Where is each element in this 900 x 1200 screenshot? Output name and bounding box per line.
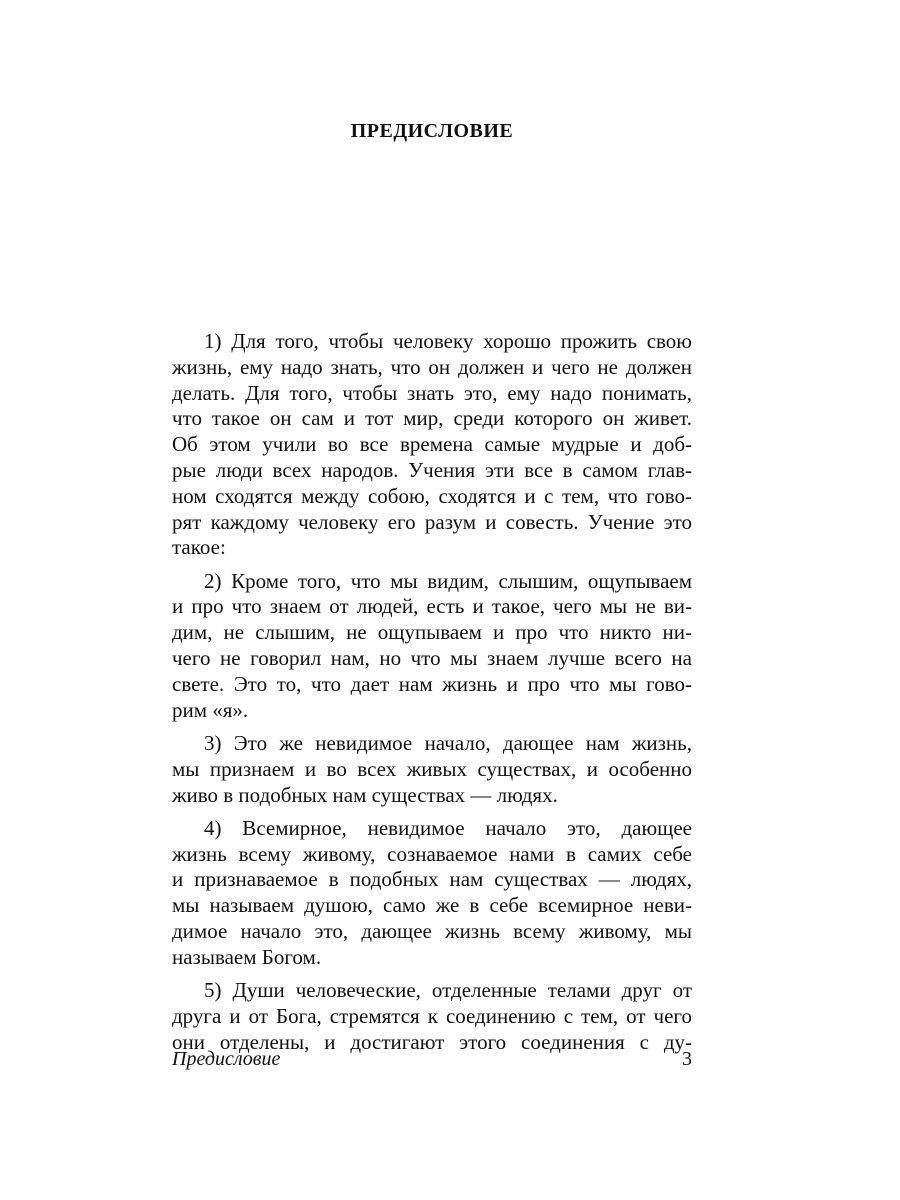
- text-line: что такое он сам и тот мир, среди которого он живет.: [172, 406, 692, 431]
- paragraph-2: [172, 569, 692, 724]
- text-line: жизнь, ему надо знать, что он должен и чего не должен: [172, 354, 692, 379]
- text-line: и про что знаем от людей, есть и такое, чего мы не ви-: [172, 594, 692, 619]
- text-line: мы называем душою, само же в себе всемирное неви-: [172, 893, 692, 918]
- text-line: друга и от Бога, стремятся к соединению с тем, от чего: [172, 1003, 692, 1028]
- text-line: 2) Кроме того, что мы видим, слышим, ощупываем: [204, 568, 692, 593]
- paragraph-1: [172, 329, 692, 561]
- paragraph-5: [172, 978, 692, 1055]
- text-line: дим, не слышим, не ощупываем и про что никто ни-: [172, 620, 692, 645]
- text-line: и признаваемое в подобных нам существах — людях,: [172, 867, 692, 892]
- text-line: рые люди всех народов. Учения эти все в самом глав-: [172, 457, 692, 482]
- text-line: рим «я».: [172, 697, 249, 722]
- text-line: Об этом учили во все времена самые мудрые и доб-: [172, 432, 692, 457]
- text-line: жизнь всему живому, сознаваемое нами в самих себе: [172, 841, 692, 866]
- paragraph-4: [172, 816, 692, 971]
- text-line: называем Богом.: [172, 944, 322, 969]
- text-line: делать. Для того, чтобы знать это, ему надо понимать,: [172, 380, 692, 405]
- text-line: 5) Души человеческие, отделенные телами друг от: [204, 978, 692, 1003]
- text-line: мы признаем и во всех живых существах, и особенно: [172, 756, 692, 781]
- text-line: 4) Всемирное, невидимое начало это, дающее: [204, 815, 692, 840]
- text-line: они отделены, и достигают этого соединения с ду-: [172, 1029, 692, 1054]
- body-text: [172, 329, 692, 1056]
- text-line: ном сходятся между собою, сходятся и с тем, что гово-: [172, 483, 692, 508]
- text-line: чего не говорил нам, но что мы знаем лучше всего на: [172, 646, 692, 671]
- running-head: Предисловие: [172, 1048, 281, 1070]
- paragraph-3: [172, 731, 692, 808]
- page-number: 3: [682, 1048, 692, 1070]
- text-line: 1) Для того, чтобы человеку хорошо прожить свою: [204, 329, 692, 353]
- text-line: димое начало это, дающее жизнь всему живому, мы: [172, 919, 692, 944]
- text-line: свете. Это то, что дает нам жизнь и про что мы гово-: [172, 671, 692, 696]
- text-line: рят каждому человеку его разум и совесть. Учение это: [172, 509, 692, 534]
- chapter-title: ПРЕДИСЛОВИЕ: [350, 120, 514, 142]
- text-line: 3) Это же невидимое начало, дающее нам жизнь,: [204, 730, 692, 755]
- text-line: такое:: [172, 535, 226, 560]
- text-line: живо в подобных нам существах — людях.: [172, 782, 558, 807]
